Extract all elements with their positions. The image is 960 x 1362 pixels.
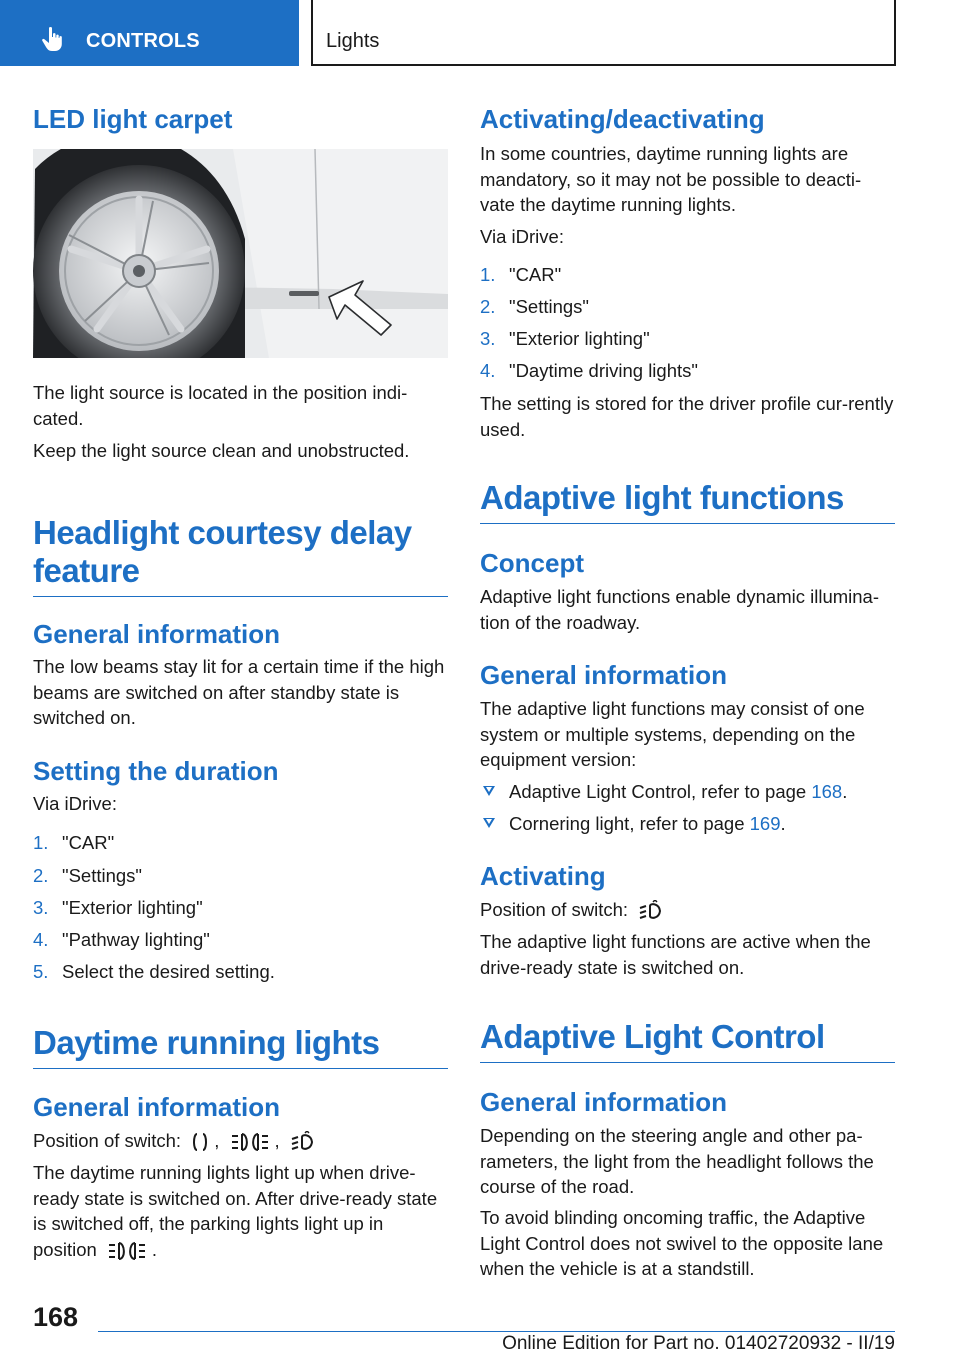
- drl-switch-positions: Position of switch: , ,: [33, 1128, 448, 1154]
- alf-general-paragraph: The adaptive light functions may consist of one system or multiple systems, depending on the equipment version:: [480, 698, 865, 770]
- step-text: "Settings": [62, 865, 142, 886]
- step-number: 3.: [33, 897, 49, 918]
- general-info-heading-2: General information: [33, 1092, 281, 1122]
- page-reference-link[interactable]: 169: [749, 813, 781, 834]
- step-number: 1.: [33, 832, 49, 853]
- drl-text: The daytime running lights light up when drive-ready state is switched on. After drive-ready state is switched off, the parking lights light up in: [33, 1162, 438, 1234]
- auto-headlight-icon: [639, 900, 663, 922]
- step-text: "Pathway lighting": [62, 929, 210, 950]
- step-text: "CAR": [62, 832, 115, 853]
- general-info-paragraph-1: The low beams stay lit for a certain time if the high beams are switched on after standby state is switched on.: [33, 656, 445, 728]
- step-number: 4.: [480, 360, 496, 381]
- bullet-triangle-icon: [483, 786, 495, 796]
- activating-heading: Activating: [480, 861, 606, 891]
- activating-deactivating-paragraph: In some countries, daytime running lights are mandatory, so it may not be possible to deacti-vate the daytime running lights.: [480, 143, 862, 215]
- hand-pointer-icon: [40, 26, 64, 52]
- section-label: Lights: [326, 30, 380, 52]
- step-number: 3.: [480, 328, 496, 349]
- step-number: 2.: [33, 865, 49, 886]
- switch-label: Position of switch:: [33, 1130, 182, 1151]
- chapter-tab[interactable]: [0, 0, 299, 66]
- general-info-heading-4: General information: [480, 1087, 728, 1117]
- bullet-text: Cornering light, refer to page: [509, 813, 750, 834]
- adaptive-light-control-heading: Adaptive Light Control: [480, 1018, 895, 1063]
- step-number: 4.: [33, 929, 49, 950]
- wheel-photo: [33, 149, 448, 358]
- chapter-label: CONTROLS: [86, 30, 200, 52]
- step-text: "CAR": [509, 264, 562, 285]
- led-paragraph-1: The light source is located in the position indi-cated.: [33, 382, 408, 429]
- concept-paragraph: Adaptive light functions enable dynamic illumina-tion of the roadway.: [480, 586, 879, 633]
- bullet-text: Adaptive Light Control, refer to page: [509, 781, 812, 802]
- step-text: "Settings": [509, 296, 589, 317]
- setting-duration-heading: Setting the duration: [33, 756, 279, 786]
- step-number: 2.: [480, 296, 496, 317]
- daytime-running-lights-heading: Daytime running lights: [33, 1024, 448, 1069]
- page-reference-link[interactable]: 168: [811, 781, 843, 802]
- activating-paragraph: The adaptive light functions are active when the drive-ready state is switched on.: [480, 931, 871, 978]
- alc-paragraph-2: To avoid blinding oncoming traffic, the Adaptive Light Control does not swivel to the opposite lane when the vehicle is at a standstill.: [480, 1207, 884, 1279]
- section-tab: [311, 0, 896, 66]
- act-via-idrive: Via iDrive:: [480, 226, 564, 247]
- step-number: 5.: [33, 961, 49, 982]
- activating-switch-position: [480, 897, 895, 923]
- concept-heading: Concept: [480, 548, 584, 578]
- auto-headlight-icon: [291, 1131, 315, 1153]
- general-info-heading-1: General information: [33, 619, 281, 649]
- step-text: Select the desired setting.: [62, 961, 275, 982]
- parking-lights-icon: [231, 1131, 269, 1153]
- general-info-heading-3: General information: [480, 660, 728, 690]
- step-number: 1.: [480, 264, 496, 285]
- footer-divider: [98, 1331, 895, 1332]
- footer-edition: Online Edition for Part no. 01402720932 - II/19: [502, 1333, 895, 1354]
- step-text: "Daytime driving lights": [509, 360, 698, 381]
- courtesy-delay-heading: Headlight courtesy delay feature: [33, 514, 448, 597]
- step-text: "Exterior lighting": [62, 897, 203, 918]
- act-paragraph-2: The setting is stored for the driver profile cur-rently used.: [480, 393, 894, 440]
- wheel-illustration: [33, 149, 448, 358]
- led-paragraph-2: Keep the light source clean and unobstructed.: [33, 440, 410, 461]
- step-text: "Exterior lighting": [509, 328, 650, 349]
- drl-paragraph: The daytime running lights light up when drive-ready state is switched on. After drive-ready state is switched off, the parking lights light up in position .: [33, 1160, 448, 1262]
- activating-deactivating-heading: Activating/deactivating: [480, 104, 765, 134]
- parking-lights-icon: [108, 1240, 146, 1262]
- led-light-carpet-heading: LED light carpet: [33, 104, 233, 134]
- page-number: 168: [33, 1302, 79, 1332]
- adaptive-light-functions-heading: Adaptive light functions: [480, 479, 895, 524]
- duration-via-idrive: Via iDrive:: [33, 793, 117, 814]
- bullet-triangle-icon: [483, 818, 495, 828]
- off-position-icon: [192, 1132, 208, 1152]
- drl-text-end: position: [33, 1238, 97, 1260]
- alc-paragraph-1: Depending on the steering angle and other pa-rameters, the light from the headlight follows the course of the road.: [480, 1125, 874, 1197]
- switch-label: Position of switch:: [480, 899, 629, 920]
